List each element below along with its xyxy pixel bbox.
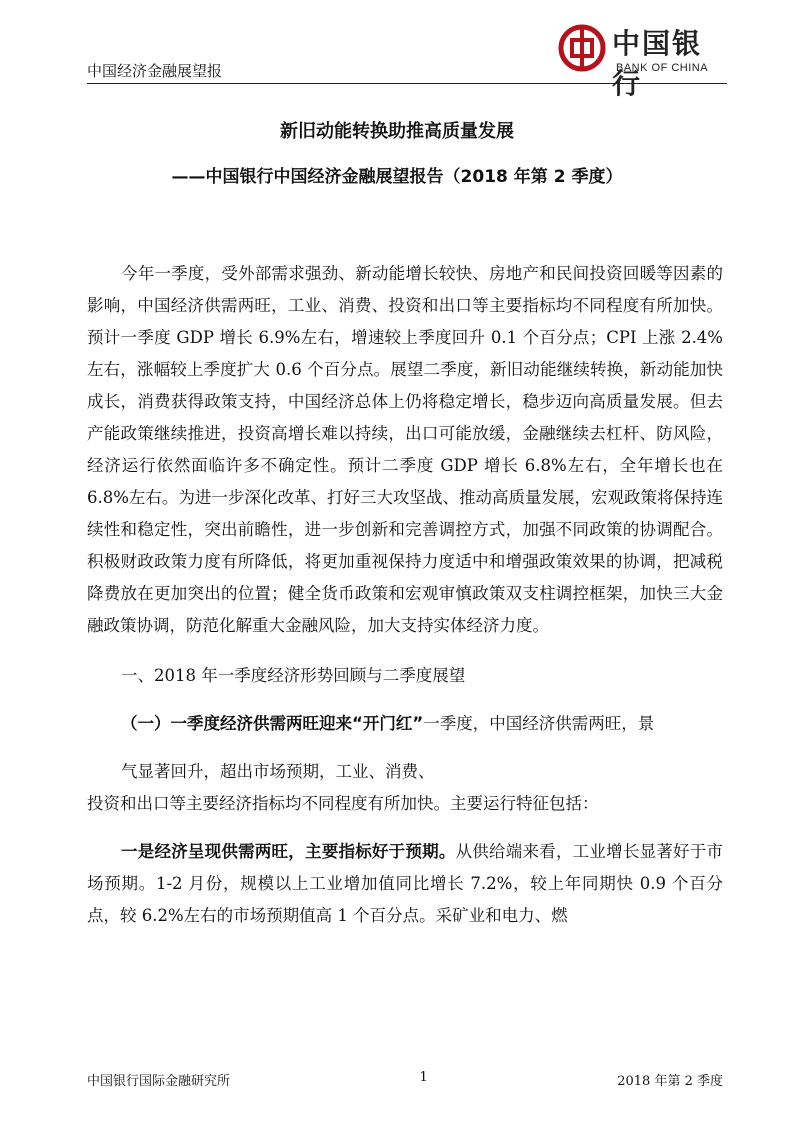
boc-logo-icon bbox=[558, 24, 606, 72]
intro-paragraph: 今年一季度，受外部需求强劲、新动能增长较快、房地产和民间投资回暖等因素的影响，中国经济供需两旺，工业、消费、投资和出口等主要指标均不同程度有所加快。预计一季度 GDP 增长 6.9%左右，增速较上季度回升 0.1 个百分点；CPI 上涨 2.4%左右，涨幅较上季度扩大 0.6 个百分点。展望二季度，新旧动能继续转换，新动能加快成长，消费获得政策支持，中国经济总体上仍将稳定增长，稳步迈向高质量发展。但去产能政策继续推进，投资高增长难以持续，出口可能放缓，金融继续去杠杆、防风险，经济运行依然面临许多不确定性。预计二季度 GDP 增长 6.8%左右，全年增长也在 6.8%左右。为进一步深化改革、打好三大攻坚战、推动高质量发展，宏观政策将保持连续性和稳定性，突出前瞻性，进一步创新和完善调控方式，加强不同政策的协调配合。积极财政政策力度有所降低，将更加重视保持力度适中和增强政策效果的协调，把减税降费放在更加突出的位置；健全货币政策和宏观审慎政策双支柱调控框架，加快三大金融政策协调，防范化解重大金融风险，加大支持实体经济力度。 bbox=[87, 264, 723, 635]
point-heading-1: 一是经济呈现供需两旺，主要指标好于预期。 bbox=[121, 842, 456, 861]
subsection-text-b: 气显著回升，超出市场预期，工业、消费、 bbox=[121, 762, 435, 781]
footer-organization: 中国银行国际金融研究所 bbox=[87, 1074, 231, 1089]
point-text-1: 从供给端来看，工业增长显著好于市场预期。1-2 月份，规模以上工业增加值同比增长 7.2%，较上年同期快 0.9 个百分点，较 6.2%左右的市场预期值高 1 个百分点。采矿业和电力、燃 bbox=[87, 842, 724, 925]
subsection-text-a: 一季度，中国经济供需两旺，景 bbox=[423, 714, 655, 733]
sub-title: ——中国银行中国经济金融展望报告（2018 年第 2 季度） bbox=[171, 167, 623, 187]
report-header-title: 中国经济金融展望报 bbox=[87, 60, 727, 84]
page-number: 1 bbox=[419, 1070, 428, 1085]
bank-logo bbox=[558, 22, 718, 100]
logo-english-name: BANK OF CHINA bbox=[616, 62, 709, 74]
footer-period: 2018 年第 2 季度 bbox=[617, 1074, 723, 1089]
page-footer bbox=[87, 1070, 723, 1089]
subsection-paragraph-1 bbox=[87, 708, 723, 740]
logo-chinese-name: 中国银行 bbox=[612, 27, 703, 100]
report-body bbox=[87, 258, 723, 932]
subsection-text-c: 投资和出口等主要经济指标均不同程度有所加快。主要运行特征包括： bbox=[87, 794, 599, 813]
section-heading-1: 一、2018 年一季度经济形势回顾与二季度展望 bbox=[121, 666, 466, 685]
point-paragraph-1 bbox=[87, 836, 723, 932]
subsection-heading-1: （一）一季度经济供需两旺迎来“开门红” bbox=[121, 714, 424, 733]
main-title: 新旧动能转换助推高质量发展 bbox=[280, 121, 514, 142]
